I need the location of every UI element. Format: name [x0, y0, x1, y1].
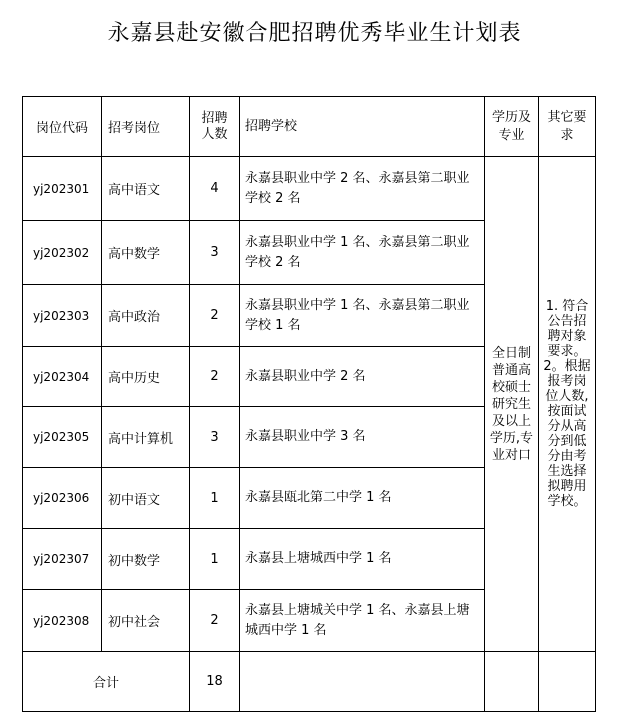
total-empty-cell [485, 652, 539, 712]
row-position: 高中语文 [102, 157, 190, 221]
row-school: 永嘉县职业中学 1 名、永嘉县第二职业学校 1 名 [240, 285, 485, 347]
total-empty-cell [539, 652, 596, 712]
total-count: 18 [190, 652, 240, 712]
row-count: 3 [190, 221, 240, 285]
header-other: 其它要求 [539, 97, 596, 157]
row-school: 永嘉县职业中学 2 名、永嘉县第二职业学校 2 名 [240, 157, 485, 221]
row-count: 2 [190, 590, 240, 652]
recruitment-table [22, 96, 596, 712]
row-position: 初中数学 [102, 529, 190, 590]
row-count: 1 [190, 468, 240, 529]
total-label: 合计 [23, 652, 190, 712]
row-code: yj202301 [23, 157, 102, 221]
row-code: yj202303 [23, 285, 102, 347]
row-count: 2 [190, 285, 240, 347]
education-requirement: 全日制普通高校硕士研究生及以上学历,专业对口 [485, 157, 539, 652]
row-position: 初中社会 [102, 590, 190, 652]
row-code: yj202302 [23, 221, 102, 285]
row-position: 高中数学 [102, 221, 190, 285]
row-code: yj202307 [23, 529, 102, 590]
row-position: 初中语文 [102, 468, 190, 529]
table-row [23, 157, 596, 221]
header-education: 学历及专业 [485, 97, 539, 157]
row-position: 高中计算机 [102, 407, 190, 468]
header-position: 招考岗位 [102, 97, 190, 157]
row-code: yj202306 [23, 468, 102, 529]
row-count: 3 [190, 407, 240, 468]
row-position: 高中历史 [102, 347, 190, 407]
row-code: yj202304 [23, 347, 102, 407]
row-school: 永嘉县瓯北第二中学 1 名 [240, 468, 485, 529]
row-school: 永嘉县上塘城西中学 1 名 [240, 529, 485, 590]
header-row [23, 97, 596, 157]
total-empty-cell [240, 652, 485, 712]
header-school: 招聘学校 [240, 97, 485, 157]
row-code: yj202308 [23, 590, 102, 652]
row-position: 高中政治 [102, 285, 190, 347]
total-row [23, 652, 596, 712]
row-code: yj202305 [23, 407, 102, 468]
row-school: 永嘉县职业中学 1 名、永嘉县第二职业学校 2 名 [240, 221, 485, 285]
row-school: 永嘉县上塘城关中学 1 名、永嘉县上塘城西中学 1 名 [240, 590, 485, 652]
other-requirement: 1. 符合公告招聘对象要求。2。根据报考岗位人数,按面试分从高分到低分由考生选择拟聘用学校。 [539, 157, 596, 652]
row-count: 1 [190, 529, 240, 590]
row-school: 永嘉县职业中学 2 名 [240, 347, 485, 407]
row-school: 永嘉县职业中学 3 名 [240, 407, 485, 468]
header-count: 招聘人数 [190, 97, 240, 157]
row-count: 4 [190, 157, 240, 221]
page-title: 永嘉县赴安徽合肥招聘优秀毕业生计划表 [107, 21, 522, 46]
row-count: 2 [190, 347, 240, 407]
header-code: 岗位代码 [23, 97, 102, 157]
